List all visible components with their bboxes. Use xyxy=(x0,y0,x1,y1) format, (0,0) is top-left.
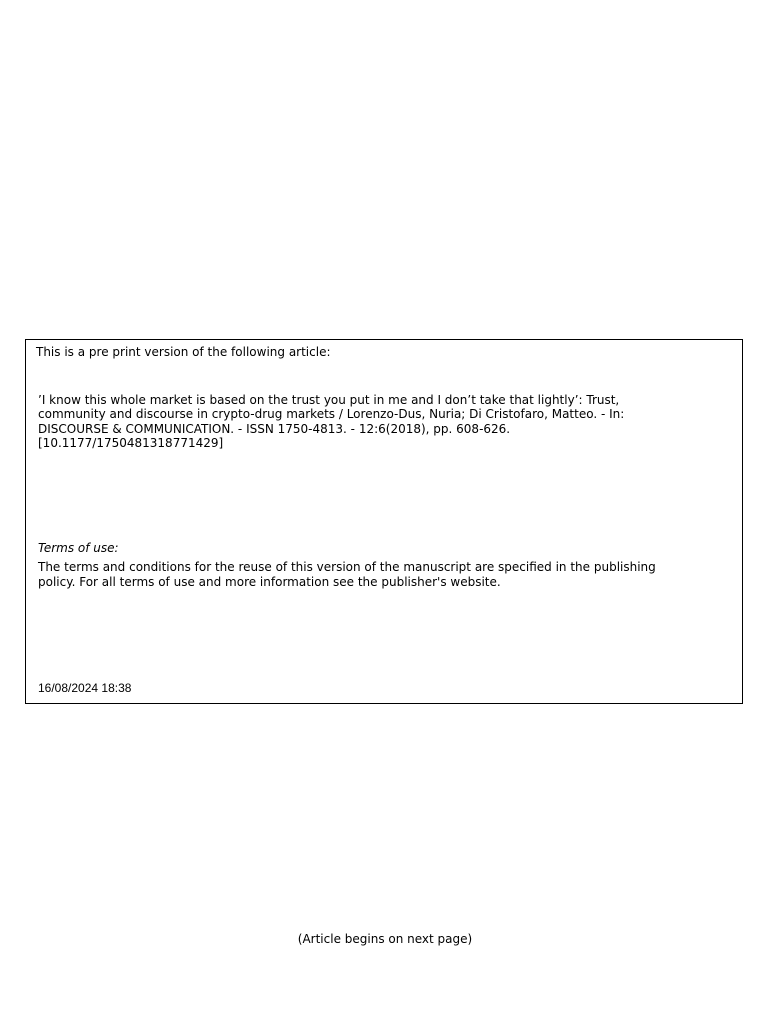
article-begins-note: (Article begins on next page) xyxy=(297,932,473,946)
cover-sheet-box xyxy=(25,339,743,704)
intro-text: This is a pre print version of the following article: xyxy=(36,345,331,359)
terms-of-use-heading: Terms of use: xyxy=(38,541,119,555)
download-timestamp: 16/08/2024 18:38 xyxy=(38,681,132,695)
citation-line: ’I know this whole market is based on the trust you put in me and I don’t take that lightly’: Trust, xyxy=(38,393,620,407)
citation-line: DISCOURSE & COMMUNICATION. - ISSN 1750-4813. - 12:6(2018), pp. 608-626. xyxy=(38,421,511,436)
article-citation xyxy=(38,393,718,450)
citation-line: community and discourse in crypto-drug markets / Lorenzo-Dus, Nuria; Di Cristofaro, Matteo. - In: xyxy=(38,407,625,422)
terms-of-use-text xyxy=(38,560,728,589)
terms-line: The terms and conditions for the reuse of this version of the manuscript are specified in the publishing xyxy=(38,560,656,574)
citation-doi: [10.1177/1750481318771429] xyxy=(38,435,224,450)
terms-line: policy. For all terms of use and more information see the publisher's website. xyxy=(38,574,501,589)
